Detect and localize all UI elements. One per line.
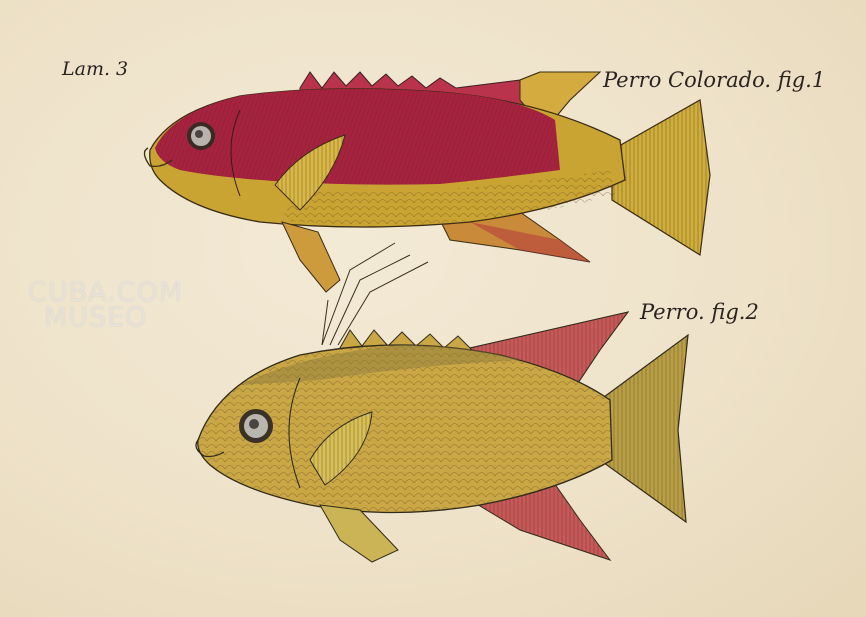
figure-1-caption: Perro Colorado. fig.1 [603, 68, 826, 92]
figure-2-caption: Perro. fig.2 [640, 300, 759, 324]
watermark [28, 277, 184, 333]
plate-label: Lam. 3 [62, 58, 129, 80]
watermark-line-2: MUSEO [44, 302, 148, 333]
fish-perro-colorado [144, 72, 710, 292]
watermark-line-1: CUBA.COM [28, 277, 184, 308]
fish2-pelvic-fin [320, 505, 398, 562]
fish1-pelvic-fin [282, 222, 340, 292]
fish2-dorsal-filaments [322, 243, 428, 345]
fish-perro [196, 243, 688, 562]
